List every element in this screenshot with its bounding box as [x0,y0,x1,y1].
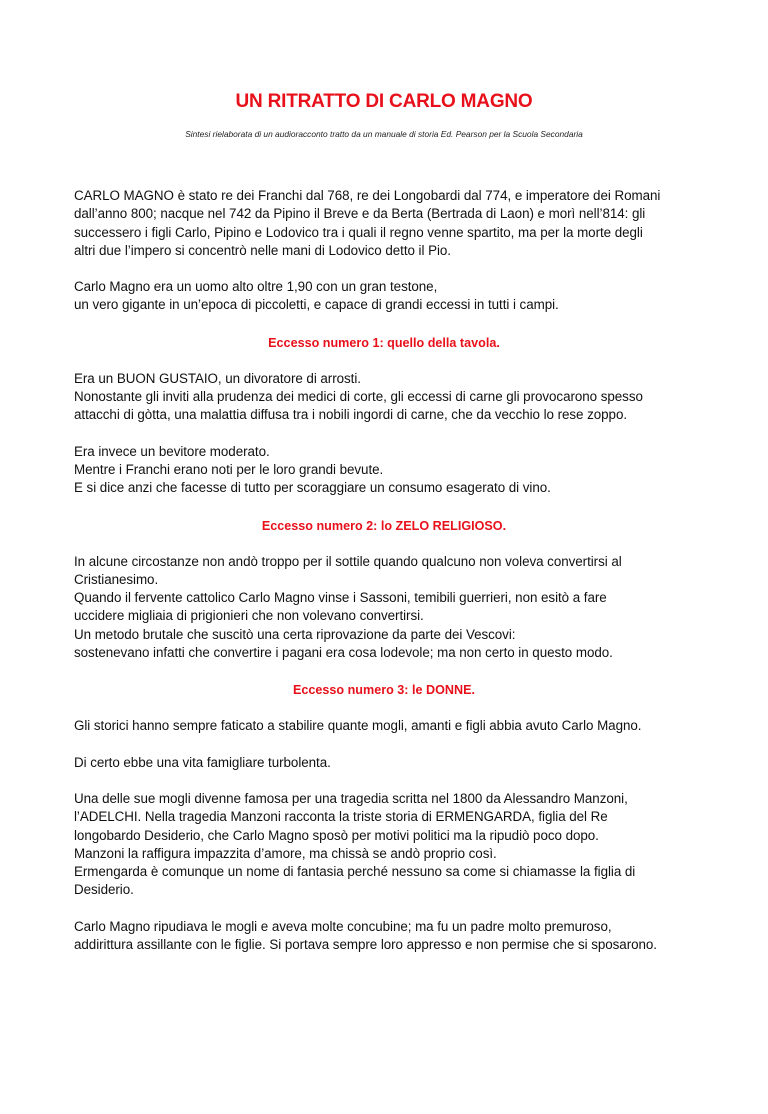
text-line: attacchi di gòtta, una malattia diffusa tra i nobili ingordi di carne, che da vecchio lo rese zoppo. [74,407,628,423]
text-line: E si dice anzi che facesse di tutto per scoraggiare un consumo esagerato di vino. [74,480,551,496]
text-line: Nonostante gli inviti alla prudenza dei medici di corte, gli eccessi di carne gli provocarono spesso [74,389,643,405]
section-heading-excess-3: Eccesso numero 3: le DONNE. [293,683,475,698]
text-line: In alcune circostanze non andò troppo per il sottile quando qualcuno non voleva convertirsi al [74,553,622,569]
text-line: Carlo Magno ripudiava le mogli e aveva molte concubine; ma fu un padre molto premuroso, [74,918,612,934]
text-line: successero i figli Carlo, Pipino e Lodovico tra i quali il regno venne spartito, ma per la morte degli [74,224,643,240]
text-line: Di certo ebbe una vita famigliare turbolenta. [74,754,331,770]
text-line: Carlo Magno era un uomo alto oltre 1,90 con un gran testone, [74,279,438,295]
excess-3-paragraph-family [74,754,694,772]
document-title: UN RITRATTO DI CARLO MAGNO [235,91,533,112]
text-line: Un metodo brutale che suscitò una certa riprovazione da parte dei Vescovi: [74,626,516,642]
excess-3-paragraph-historians [74,717,694,735]
text-line: Mentre i Franchi erano noti per le loro grandi bevute. [74,461,384,477]
excess-1-paragraph-drink [74,443,694,498]
text-line: un vero gigante in un’epoca di piccoletti, e capace di grandi eccessi in tutti i campi. [74,297,559,313]
text-line: l’ADELCHI. Nella tragedia Manzoni racconta la triste storia di ERMENGARDA, figlia del Re [74,809,608,825]
text-line: dall’anno 800; nacque nel 742 da Pipino il Breve e da Berta (Bertrada di Laon) e morì nell’814: gli [74,206,646,222]
excess-3-paragraph-daughters [74,918,694,955]
text-line: sostenevano infatti che convertire i pagani era cosa lodevole; ma non certo in questo modo. [74,645,613,661]
description-paragraph [74,278,694,315]
text-line: longobardo Desiderio, che Carlo Magno sposò per motivi politici ma la ripudiò poco dopo. [74,827,599,843]
text-line: Gli storici hanno sempre faticato a stabilire quante mogli, amanti e figli abbia avuto Carlo Magno. [74,718,642,734]
excess-2-paragraph [74,553,694,663]
text-line: Cristianesimo. [74,571,159,587]
text-line: Ermengarda è comunque un nome di fantasia perché nessuno sa come si chiamasse la figlia di [74,864,636,880]
text-line: addirittura assillante con le figlie. Si portava sempre loro appresso e non permise che si sposarono. [74,937,657,953]
document-subtitle: Sintesi rielaborata di un audioracconto tratto da un manuale di storia Ed. Pearson per la Scuola Secondaria [185,129,583,139]
text-line: Quando il fervente cattolico Carlo Magno vinse i Sassoni, temibili guerrieri, non esitò a fare [74,590,607,606]
text-line: Manzoni la raffigura impazzita d’amore, ma chissà se andò proprio così. [74,845,497,861]
excess-1-paragraph-food [74,370,694,425]
section-heading-excess-1: Eccesso numero 1: quello della tavola. [268,335,500,350]
text-line: uccidere migliaia di prigionieri che non volevano convertirsi. [74,608,424,624]
text-line: altri due l’impero si concentrò nelle mani di Lodovico detto il Pio. [74,242,451,258]
excess-3-paragraph-ermengarda [74,790,694,900]
text-line: Era invece un bevitore moderato. [74,443,270,459]
section-heading-excess-2: Eccesso numero 2: lo ZELO RELIGIOSO. [261,518,507,533]
intro-paragraph [74,187,694,260]
text-line: Una delle sue mogli divenne famosa per una tragedia scritta nel 1800 da Alessandro Manzoni, [74,790,628,806]
text-line: Desiderio. [74,882,134,898]
document-page [0,90,768,1114]
text-line: CARLO MAGNO è stato re dei Franchi dal 768, re dei Longobardi dal 774, e imperatore dei Romani [74,188,661,203]
text-line: Era un BUON GUSTAIO, un divoratore di arrosti. [74,370,361,386]
